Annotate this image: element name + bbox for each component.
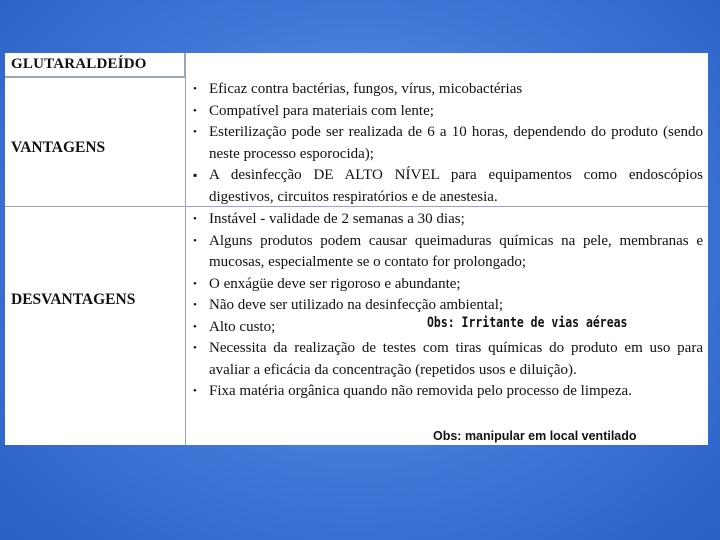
list-item: • Alto custo; (191, 317, 703, 339)
list-item: • Não deve ser utilizado na desinfecção ambiental; (191, 295, 703, 317)
list-item: • Alguns produtos podem causar queimaduras químicas na pele, membranas e mucosas, especialmente se o contato for prolongado; (191, 231, 703, 274)
vantagens-list (191, 79, 703, 208)
list-item: • Fixa matéria orgânica quando não removida pelo processo de limpeza. (191, 381, 703, 403)
list-item: • O enxágüe deve ser rigoroso e abundante; (191, 274, 703, 296)
title-divider (5, 77, 185, 78)
list-item: • Eficaz contra bactérias, fungos, vírus, micobactérias (191, 79, 703, 101)
table-title-cell (5, 53, 185, 77)
list-item: • Esterilização pode ser realizada de 6 a 10 horas, dependendo do produto (sendo neste processo esporocida); (191, 122, 703, 165)
list-item: ▪ A desinfecção DE ALTO NÍVEL para equipamentos como endoscópios digestivos, circuitos respiratórios e de anestesia. (191, 165, 703, 208)
table-title: GLUTARALDEÍDO (11, 56, 147, 72)
note-manipular: Obs: manipular em local ventilado (433, 429, 637, 443)
list-item: • Compatível para materiais com lente; (191, 101, 703, 123)
desvantagens-list (191, 209, 703, 403)
desvantagens-label: DESVANTAGENS (11, 291, 136, 308)
glutaraldehyde-table (5, 53, 708, 445)
note-irritante: Obs: Irritante de vias aéreas (427, 315, 628, 331)
vantagens-label: VANTAGENS (11, 139, 106, 156)
list-item: • Necessita da realização de testes com tiras químicas do produto em uso para avaliar a eficácia da concentração (repetidos usos e diluição). (191, 338, 703, 381)
column-divider (185, 53, 186, 445)
list-item: • Instável - validade de 2 semanas a 30 dias; (191, 209, 703, 231)
